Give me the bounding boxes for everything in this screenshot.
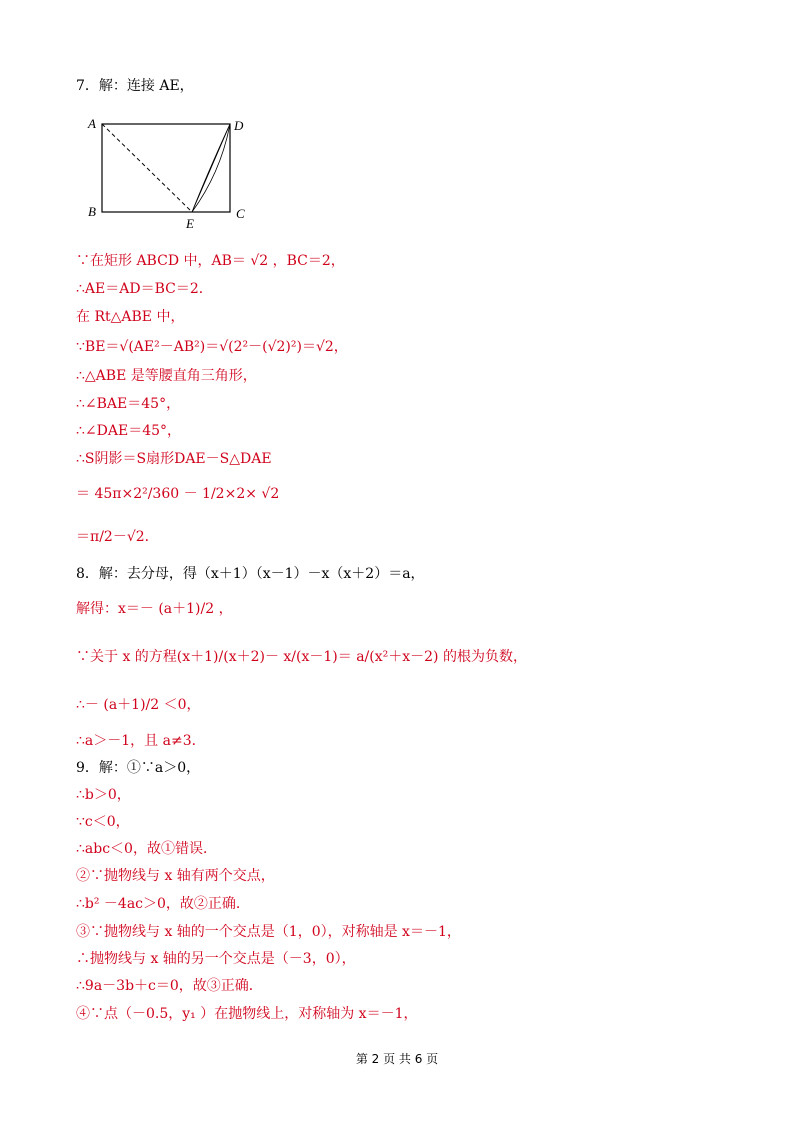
label-b: B	[88, 204, 96, 219]
line-9-step3: ∴abc＜0，故①错误．	[76, 841, 217, 857]
page-footer: 第 2 页 共 6 页	[355, 1052, 439, 1066]
line-9-step1: ∴b＞0，	[76, 787, 131, 803]
label-e: E	[186, 216, 194, 231]
line-9-step2: ∵c＜0，	[76, 814, 130, 830]
line-8-step3: ∴－ (a＋1)/2 ＜0，	[76, 697, 201, 713]
line-9-step7: ∴抛物线与 x 轴的另一个交点是（－3，0），	[76, 951, 356, 967]
line-9-step4: ②∵抛物线与 x 轴有两个交点，	[76, 868, 275, 884]
shaded-region	[192, 124, 230, 212]
dashed-line-ae	[102, 124, 192, 212]
line-8-step1: 解得：x＝－ (a＋1)/2 ，	[76, 601, 233, 617]
label-d: D	[234, 118, 244, 133]
line-8-heading: 8．解：去分母，得（x＋1）（x－1）－x（x＋2）＝a，	[76, 566, 425, 582]
line-8-result: ∴a＞－1，且 a≠3．	[76, 733, 206, 749]
label-a: A	[88, 116, 96, 131]
line-7-step9: ＝ 45π×2²/360 － 1/2×2× √2	[76, 486, 280, 502]
label-c: C	[236, 206, 245, 221]
line-7-step1: ∵在矩形 ABCD 中，AB＝ √2 ，BC＝2，	[76, 253, 345, 269]
line-7-step8: ∴S阴影＝S扇形DAE－S△DAE	[76, 451, 272, 467]
line-7-step3: 在 Rt△ABE 中，	[76, 309, 185, 325]
line-9-heading: 9．解：①∵a＞0，	[76, 760, 201, 776]
line-9-step9: ④∵点（－0.5，y₁ ）在抛物线上，对称轴为 x＝－1，	[76, 1006, 418, 1022]
line-7-step6: ∴∠BAE＝45°，	[76, 396, 181, 412]
line-8-step2: ∵关于 x 的方程(x＋1)/(x＋2)－ x/(x－1)＝ a/(x²＋x－2) 的根为负数，	[76, 649, 527, 665]
line-7-step2: ∴AE＝AD＝BC＝2．	[76, 281, 213, 297]
rectangle-diagram	[86, 112, 256, 232]
line-7-heading: 7．解：连接 AE，	[76, 78, 194, 94]
line-7-result: ＝π/2－√2．	[76, 529, 159, 545]
line-7-step4: ∵BE＝√(AE²－AB²)＝√(2²－(√2)²)＝√2，	[76, 339, 348, 355]
line-9-step8: ∴9a－3b＋c＝0，故③正确．	[76, 978, 263, 994]
line-7-step5: ∴△ABE 是等腰直角三角形，	[76, 368, 257, 384]
line-9-step6: ③∵抛物线与 x 轴的一个交点是（1，0），对称轴是 x＝－1，	[76, 924, 461, 940]
line-9-step5: ∴b² －4ac＞0，故②正确．	[76, 896, 250, 912]
line-7-step7: ∴∠DAE＝45°，	[76, 423, 182, 439]
